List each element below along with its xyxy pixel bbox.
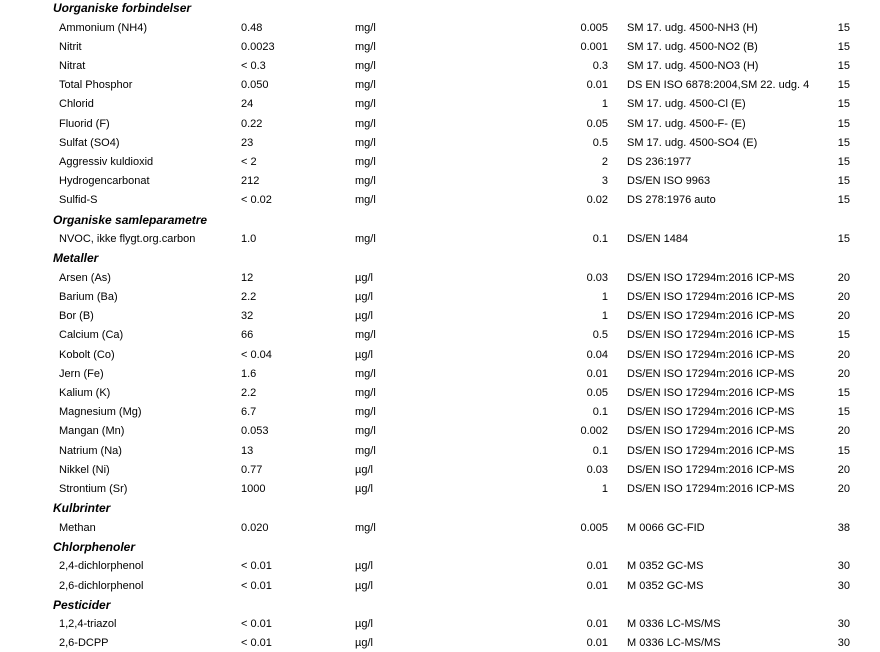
parameter-name: Aggressiv kuldioxid xyxy=(59,155,154,168)
lab-code: 20 xyxy=(837,310,850,323)
parameter-name: 1,2,4-triazol xyxy=(59,618,117,631)
detection-limit: 0.01 xyxy=(586,560,608,573)
result-value: 2.2 xyxy=(241,386,257,399)
lab-code: 15 xyxy=(837,194,850,207)
parameter-name: 2,6-DCPP xyxy=(59,637,109,650)
detection-limit: 1 xyxy=(601,290,608,303)
unit: µg/l xyxy=(355,271,373,284)
parameter-name: Nitrit xyxy=(59,40,82,53)
detection-limit: 0.01 xyxy=(586,579,608,592)
table-row xyxy=(0,519,880,537)
detection-limit: 0.05 xyxy=(586,386,608,399)
unit: mg/l xyxy=(355,21,376,34)
detection-limit: 0.005 xyxy=(580,521,608,534)
result-value: 23 xyxy=(241,136,254,149)
detection-limit: 0.05 xyxy=(586,117,608,130)
parameter-name: Sulfat (SO4) xyxy=(59,136,120,149)
result-value: < 2 xyxy=(241,155,257,168)
parameter-name: Nitrat xyxy=(59,59,86,72)
unit: µg/l xyxy=(355,560,373,573)
detection-limit: 0.01 xyxy=(586,637,608,650)
section-header: Organiske samleparametre xyxy=(53,212,208,227)
result-value: 1.0 xyxy=(241,233,257,245)
method: DS/EN ISO 17294m:2016 ICP-MS xyxy=(627,329,795,342)
method: DS/EN ISO 17294m:2016 ICP-MS xyxy=(627,425,795,438)
method: DS 236:1977 xyxy=(627,155,692,168)
lab-code: 38 xyxy=(837,521,850,534)
lab-code: 15 xyxy=(837,155,850,168)
unit: mg/l xyxy=(355,386,376,399)
result-value: 66 xyxy=(241,329,254,342)
unit: µg/l xyxy=(355,482,373,495)
method: DS/EN ISO 17294m:2016 ICP-MS xyxy=(627,290,795,303)
table-row xyxy=(0,134,880,152)
method: DS/EN ISO 17294m:2016 ICP-MS xyxy=(627,444,795,457)
method: M 0352 GC-MS xyxy=(627,560,704,573)
lab-code: 15 xyxy=(837,233,850,245)
result-value: < 0.01 xyxy=(241,637,272,650)
method: DS/EN 1484 xyxy=(627,233,689,245)
result-value: < 0.01 xyxy=(241,618,272,631)
unit: mg/l xyxy=(355,425,376,438)
detection-limit: 1 xyxy=(601,98,608,111)
lab-code: 15 xyxy=(837,175,850,188)
lab-code: 15 xyxy=(837,444,850,457)
table-row xyxy=(0,95,880,113)
method: M 0336 LC-MS/MS xyxy=(627,637,721,650)
table-row xyxy=(0,422,880,440)
unit: mg/l xyxy=(355,117,376,130)
unit: mg/l xyxy=(355,40,376,53)
lab-code: 15 xyxy=(837,386,850,399)
table-row xyxy=(0,384,880,402)
detection-limit: 0.1 xyxy=(592,444,608,457)
table-row xyxy=(0,115,880,133)
table-row xyxy=(0,172,880,190)
unit: mg/l xyxy=(355,136,376,149)
table-row xyxy=(0,76,880,94)
method: DS/EN ISO 17294m:2016 ICP-MS xyxy=(627,386,795,399)
method: SM 17. udg. 4500-F- (E) xyxy=(627,117,746,130)
table-row xyxy=(0,615,880,633)
detection-limit: 0.005 xyxy=(580,21,608,34)
lab-code: 15 xyxy=(837,329,850,342)
parameter-name: Bor (B) xyxy=(59,310,94,323)
lab-code: 20 xyxy=(837,367,850,380)
unit: mg/l xyxy=(355,521,376,534)
result-value: < 0.01 xyxy=(241,579,272,592)
method: DS 278:1976 auto xyxy=(627,194,716,207)
table-row xyxy=(0,38,880,56)
parameter-name: Magnesium (Mg) xyxy=(59,406,142,419)
table-row xyxy=(0,557,880,575)
parameter-name: Nikkel (Ni) xyxy=(59,463,110,476)
unit: µg/l xyxy=(355,348,373,361)
table-row xyxy=(0,480,880,498)
table-row xyxy=(0,269,880,287)
result-value: < 0.01 xyxy=(241,560,272,573)
unit: mg/l xyxy=(355,233,376,245)
table-row xyxy=(0,403,880,421)
lab-code: 30 xyxy=(837,560,850,573)
detection-limit: 0.01 xyxy=(586,367,608,380)
result-value: 12 xyxy=(241,271,254,284)
unit: mg/l xyxy=(355,98,376,111)
result-value: 24 xyxy=(241,98,254,111)
parameter-name: Kalium (K) xyxy=(59,386,111,399)
parameter-name: Methan xyxy=(59,521,96,534)
lab-code: 20 xyxy=(837,482,850,495)
detection-limit: 1 xyxy=(601,482,608,495)
lab-code: 15 xyxy=(837,21,850,34)
method: SM 17. udg. 4500-SO4 (E) xyxy=(627,136,758,149)
table-row xyxy=(0,19,880,37)
method: DS/EN ISO 17294m:2016 ICP-MS xyxy=(627,271,795,284)
method: DS/EN ISO 17294m:2016 ICP-MS xyxy=(627,406,795,419)
result-value: 1000 xyxy=(241,482,266,495)
detection-limit: 0.3 xyxy=(592,59,608,72)
detection-limit: 0.02 xyxy=(586,194,608,207)
parameter-name: Jern (Fe) xyxy=(59,367,104,380)
table-row xyxy=(0,307,880,325)
detection-limit: 2 xyxy=(601,155,608,168)
section-header: Chlorphenoler xyxy=(53,539,136,554)
lab-code: 15 xyxy=(837,406,850,419)
parameter-name: Arsen (As) xyxy=(59,271,111,284)
detection-limit: 3 xyxy=(601,175,608,188)
parameter-name: Hydrogencarbonat xyxy=(59,175,150,188)
parameter-name: Natrium (Na) xyxy=(59,444,122,457)
table-row xyxy=(0,191,880,209)
method: DS EN ISO 6878:2004,SM 22. udg. 4 xyxy=(627,79,810,92)
parameter-name: 2,6-dichlorphenol xyxy=(59,579,144,592)
method: M 0066 GC-FID xyxy=(627,521,705,534)
table-row xyxy=(0,153,880,171)
table-row xyxy=(0,461,880,479)
section-header: Metaller xyxy=(53,251,99,266)
result-value: 6.7 xyxy=(241,406,257,419)
parameter-name: Chlorid xyxy=(59,98,94,111)
lab-code: 30 xyxy=(837,637,850,650)
table-row xyxy=(0,326,880,344)
method: SM 17. udg. 4500-NH3 (H) xyxy=(627,21,758,34)
lab-code: 20 xyxy=(837,425,850,438)
unit: mg/l xyxy=(355,194,376,207)
unit: µg/l xyxy=(355,579,373,592)
table-row xyxy=(0,288,880,306)
table-row xyxy=(0,230,880,248)
lab-code: 15 xyxy=(837,59,850,72)
table-row xyxy=(0,346,880,364)
parameter-name: Ammonium (NH4) xyxy=(59,21,148,34)
parameter-name: Total Phosphor xyxy=(59,79,133,92)
method: DS/EN ISO 17294m:2016 ICP-MS xyxy=(627,348,795,361)
result-value: 0.020 xyxy=(241,521,269,534)
method: M 0336 LC-MS/MS xyxy=(627,618,721,631)
parameter-name: 2,4-dichlorphenol xyxy=(59,560,144,573)
parameter-name: Sulfid-S xyxy=(59,194,98,207)
detection-limit: 0.001 xyxy=(580,40,608,53)
result-value: < 0.3 xyxy=(241,59,266,72)
parameter-name: Calcium (Ca) xyxy=(59,329,124,342)
parameter-name: Barium (Ba) xyxy=(59,290,118,303)
unit: µg/l xyxy=(355,463,373,476)
result-value: 1.6 xyxy=(241,367,257,380)
method: DS/EN ISO 17294m:2016 ICP-MS xyxy=(627,463,795,476)
detection-limit: 1 xyxy=(601,310,608,323)
lab-code: 30 xyxy=(837,579,850,592)
parameter-name: Mangan (Mn) xyxy=(59,425,125,438)
lab-code: 20 xyxy=(837,290,850,303)
table-row xyxy=(0,634,880,652)
lab-code: 15 xyxy=(837,117,850,130)
unit: mg/l xyxy=(355,444,376,457)
parameter-name: Strontium (Sr) xyxy=(59,482,128,495)
method: SM 17. udg. 4500-NO2 (B) xyxy=(627,40,758,53)
unit: mg/l xyxy=(355,155,376,168)
unit: µg/l xyxy=(355,290,373,303)
unit: mg/l xyxy=(355,367,376,380)
result-value: 0.48 xyxy=(241,21,263,34)
table-row xyxy=(0,57,880,75)
table-row xyxy=(0,442,880,460)
section-header: Pesticider xyxy=(53,597,111,612)
method: DS/EN ISO 17294m:2016 ICP-MS xyxy=(627,310,795,323)
method: SM 17. udg. 4500-NO3 (H) xyxy=(627,59,759,72)
lab-code: 20 xyxy=(837,271,850,284)
lab-code: 20 xyxy=(837,463,850,476)
parameter-name: NVOC, ikke flygt.org.carbon xyxy=(59,233,196,245)
unit: µg/l xyxy=(355,310,373,323)
result-value: < 0.04 xyxy=(241,348,272,361)
detection-limit: 0.1 xyxy=(592,233,608,245)
section-header: Kulbrinter xyxy=(53,501,111,516)
method: M 0352 GC-MS xyxy=(627,579,704,592)
detection-limit: 0.03 xyxy=(586,463,608,476)
lab-code: 15 xyxy=(837,136,850,149)
method: DS/EN ISO 17294m:2016 ICP-MS xyxy=(627,482,795,495)
lab-code: 30 xyxy=(837,618,850,631)
lab-code: 15 xyxy=(837,98,850,111)
parameter-name: Kobolt (Co) xyxy=(59,348,115,361)
result-value: 2.2 xyxy=(241,290,257,303)
section-header: Uorganiske forbindelser xyxy=(53,1,192,15)
lab-code: 15 xyxy=(837,79,850,92)
parameter-name: Fluorid (F) xyxy=(59,117,110,130)
result-value: 0.0023 xyxy=(241,40,275,53)
result-value: 0.22 xyxy=(241,117,263,130)
result-value: 13 xyxy=(241,444,254,457)
unit: mg/l xyxy=(355,406,376,419)
result-value: < 0.02 xyxy=(241,194,272,207)
result-value: 212 xyxy=(241,175,260,188)
detection-limit: 0.5 xyxy=(592,136,608,149)
method: DS/EN ISO 9963 xyxy=(627,175,711,188)
lab-code: 20 xyxy=(837,348,850,361)
lab-code: 15 xyxy=(837,40,850,53)
detection-limit: 0.5 xyxy=(592,329,608,342)
table-row xyxy=(0,577,880,595)
result-value: 0.050 xyxy=(241,79,269,92)
detection-limit: 0.1 xyxy=(592,406,608,419)
result-value: 0.77 xyxy=(241,463,263,476)
unit: µg/l xyxy=(355,637,373,650)
unit: mg/l xyxy=(355,79,376,92)
unit: mg/l xyxy=(355,329,376,342)
detection-limit: 0.01 xyxy=(586,79,608,92)
result-value: 0.053 xyxy=(241,425,269,438)
detection-limit: 0.03 xyxy=(586,271,608,284)
method: SM 17. udg. 4500-Cl (E) xyxy=(627,98,746,111)
detection-limit: 0.04 xyxy=(586,348,608,361)
table-row xyxy=(0,365,880,383)
method: DS/EN ISO 17294m:2016 ICP-MS xyxy=(627,367,795,380)
detection-limit: 0.01 xyxy=(586,618,608,631)
result-value: 32 xyxy=(241,310,254,323)
unit: mg/l xyxy=(355,175,376,188)
unit: µg/l xyxy=(355,618,373,631)
detection-limit: 0.002 xyxy=(580,425,608,438)
unit: mg/l xyxy=(355,59,376,72)
